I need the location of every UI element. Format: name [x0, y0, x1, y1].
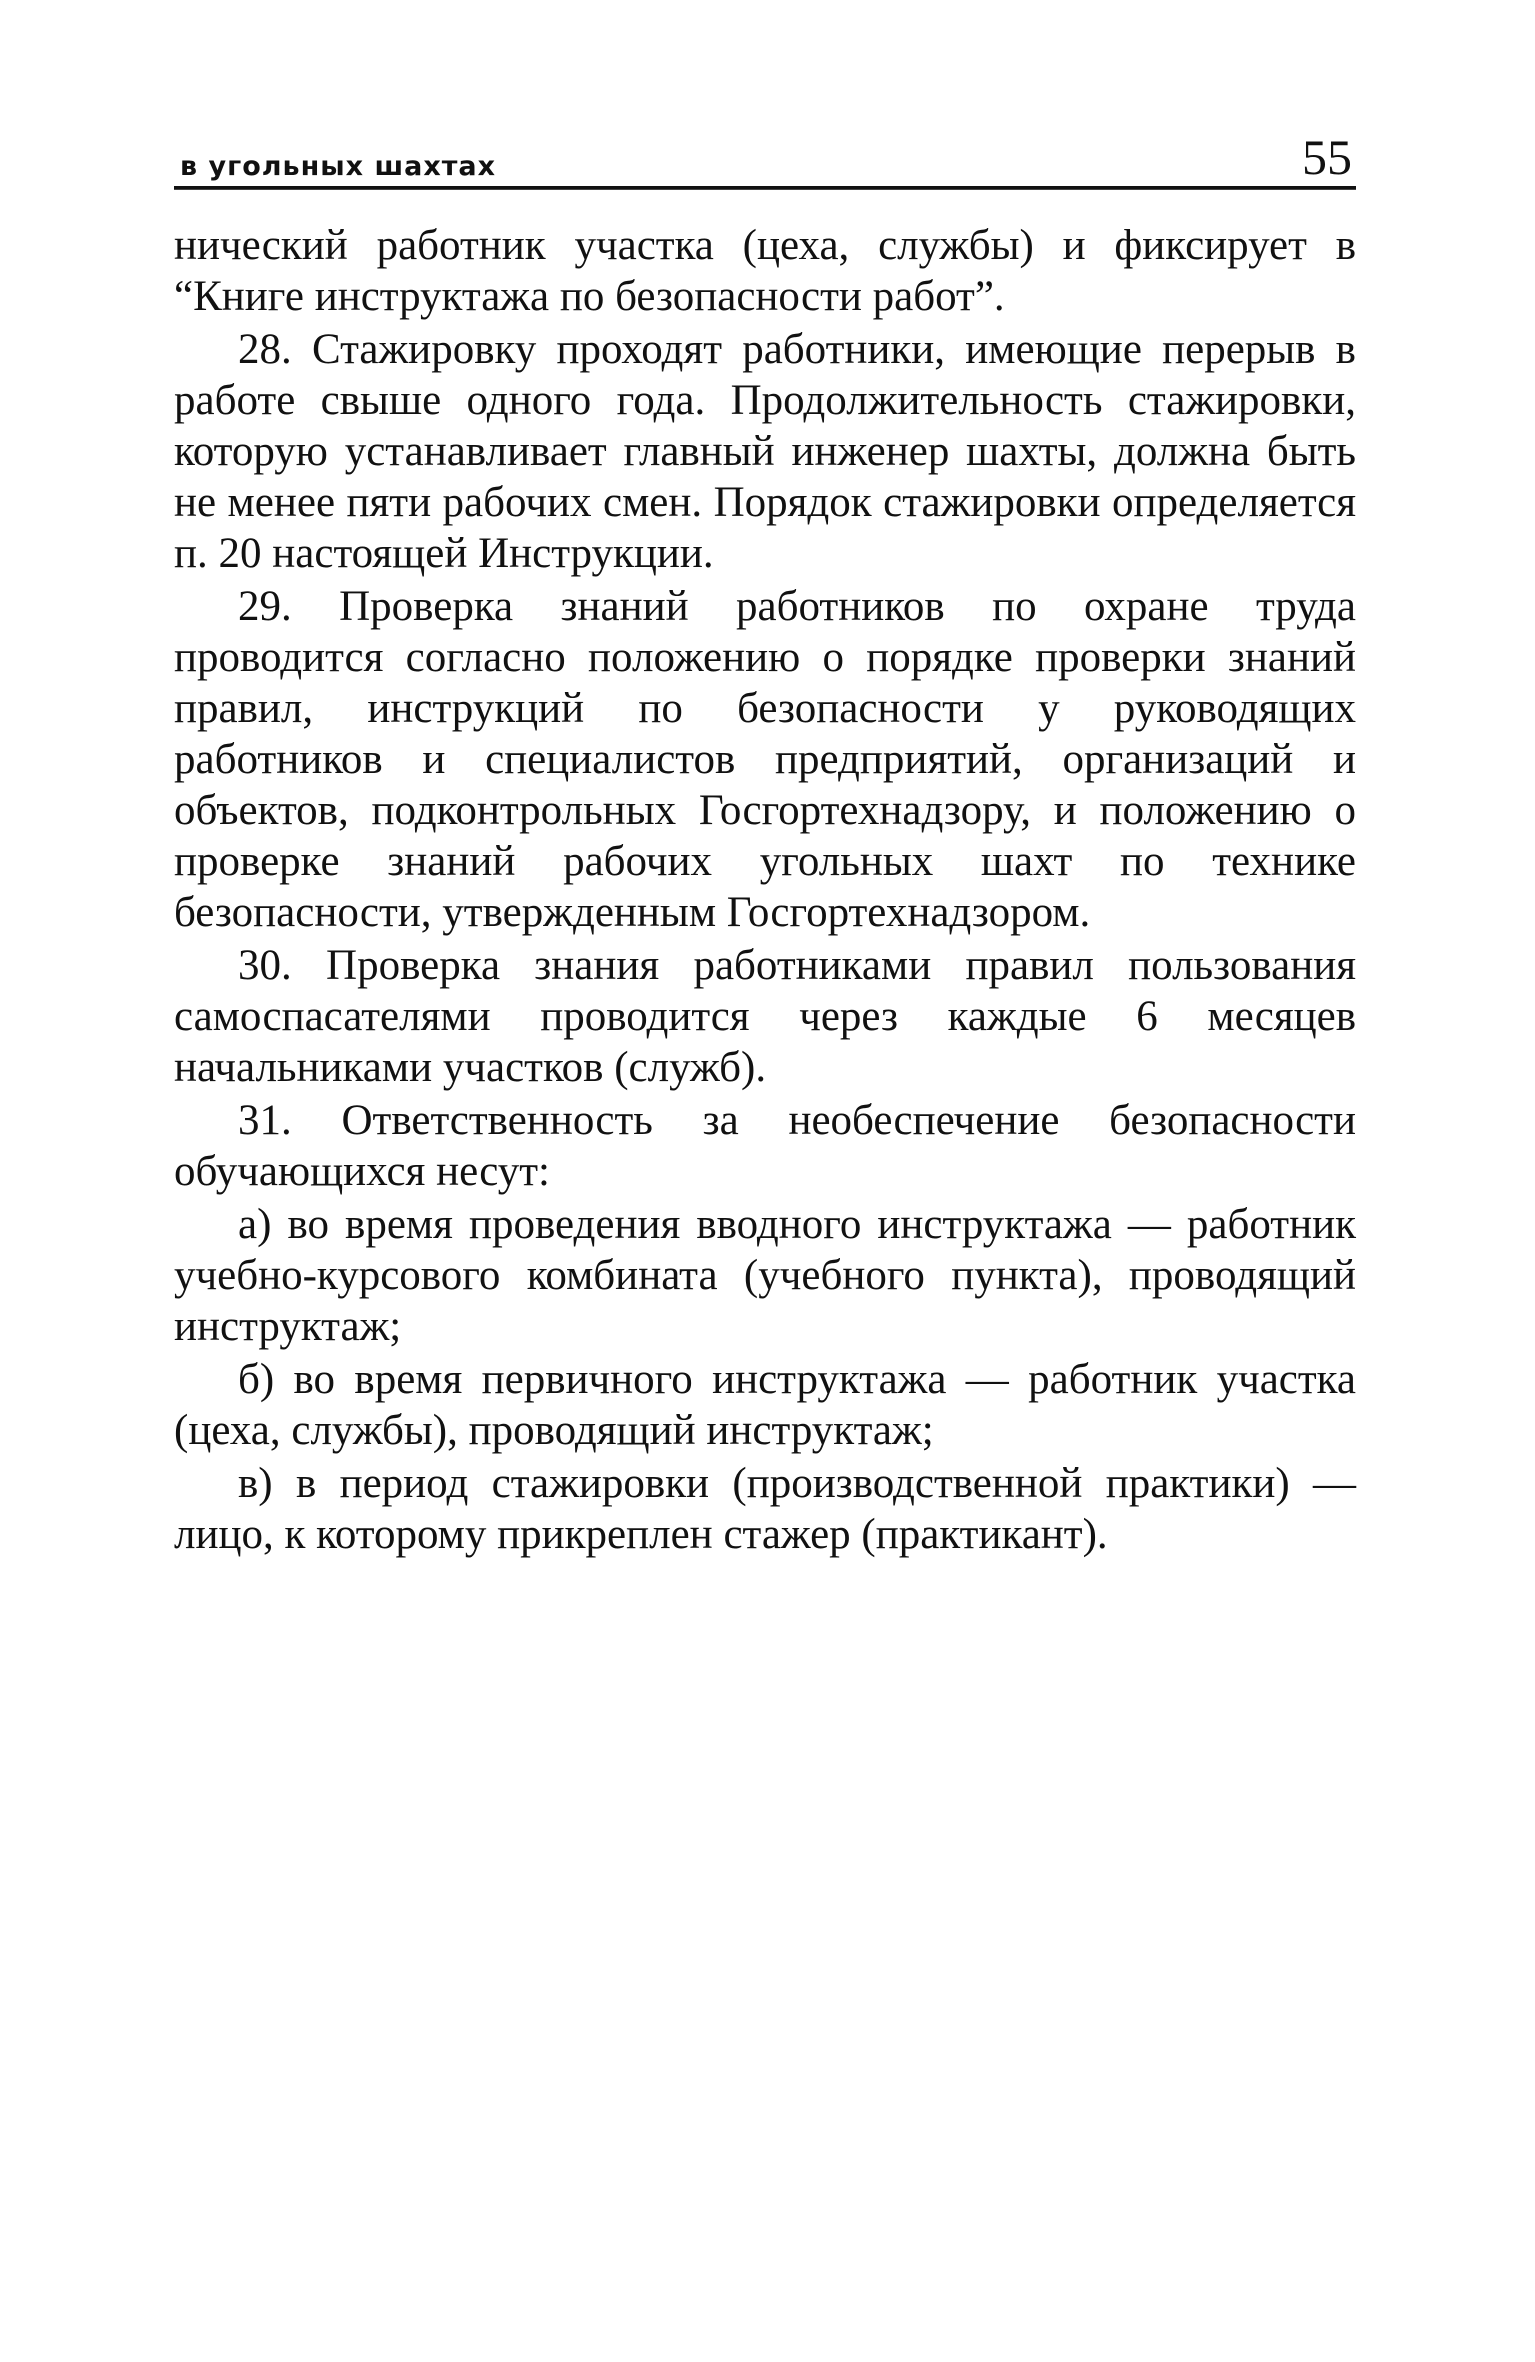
paragraph-31: 31. Ответственность за необеспечение безопасности обучающихся несут:	[174, 1097, 1356, 1195]
paragraph-29: 29. Проверка знаний работников по охране труда проводится согласно положению о порядке проверки знаний правил, инструкций по безопасности у руководящих работников и специалистов предприятий, организаций и объектов, подконтрольных Госгортехнадзору, и положению о проверке знаний рабочих угольных шахт по технике безопасности, утвержденным Госгортехнадзором.	[174, 583, 1356, 936]
paragraph-31-item-a: а) во время проведения вводного инструктажа — работник учебно-курсового комбината (учебного пункта), проводящий инструктаж;	[174, 1201, 1356, 1350]
page-content	[174, 120, 1356, 1560]
paragraph-continuation: нический работник участка (цеха, службы) и фиксирует в “Книге инструктажа по безопасности работ”.	[174, 222, 1356, 320]
running-title: в угольных шахтах	[180, 151, 497, 182]
running-header	[174, 120, 1356, 185]
body-text	[174, 220, 1356, 1560]
header-rule	[174, 186, 1356, 190]
paragraph-28: 28. Стажировку проходят работники, имеющие перерыв в работе свыше одного года. Продолжительность стажировки, которую устанавливает главный инженер шахты, должна быть не менее пяти рабочих смен. Порядок стажировки определяется п. 20 настоящей Инструкции.	[174, 326, 1356, 577]
page-number: 55	[1302, 129, 1352, 185]
paragraph-30: 30. Проверка знания работниками правил пользования самоспасателями проводится через каждые 6 месяцев начальниками участков (служб).	[174, 942, 1356, 1091]
paragraph-31-item-v: в) в период стажировки (производственной практики) — лицо, к которому прикреплен стажер (практикант).	[174, 1460, 1356, 1558]
paragraph-31-item-b: б) во время первичного инструктажа — работник участка (цеха, службы), проводящий инструктаж;	[174, 1356, 1356, 1454]
